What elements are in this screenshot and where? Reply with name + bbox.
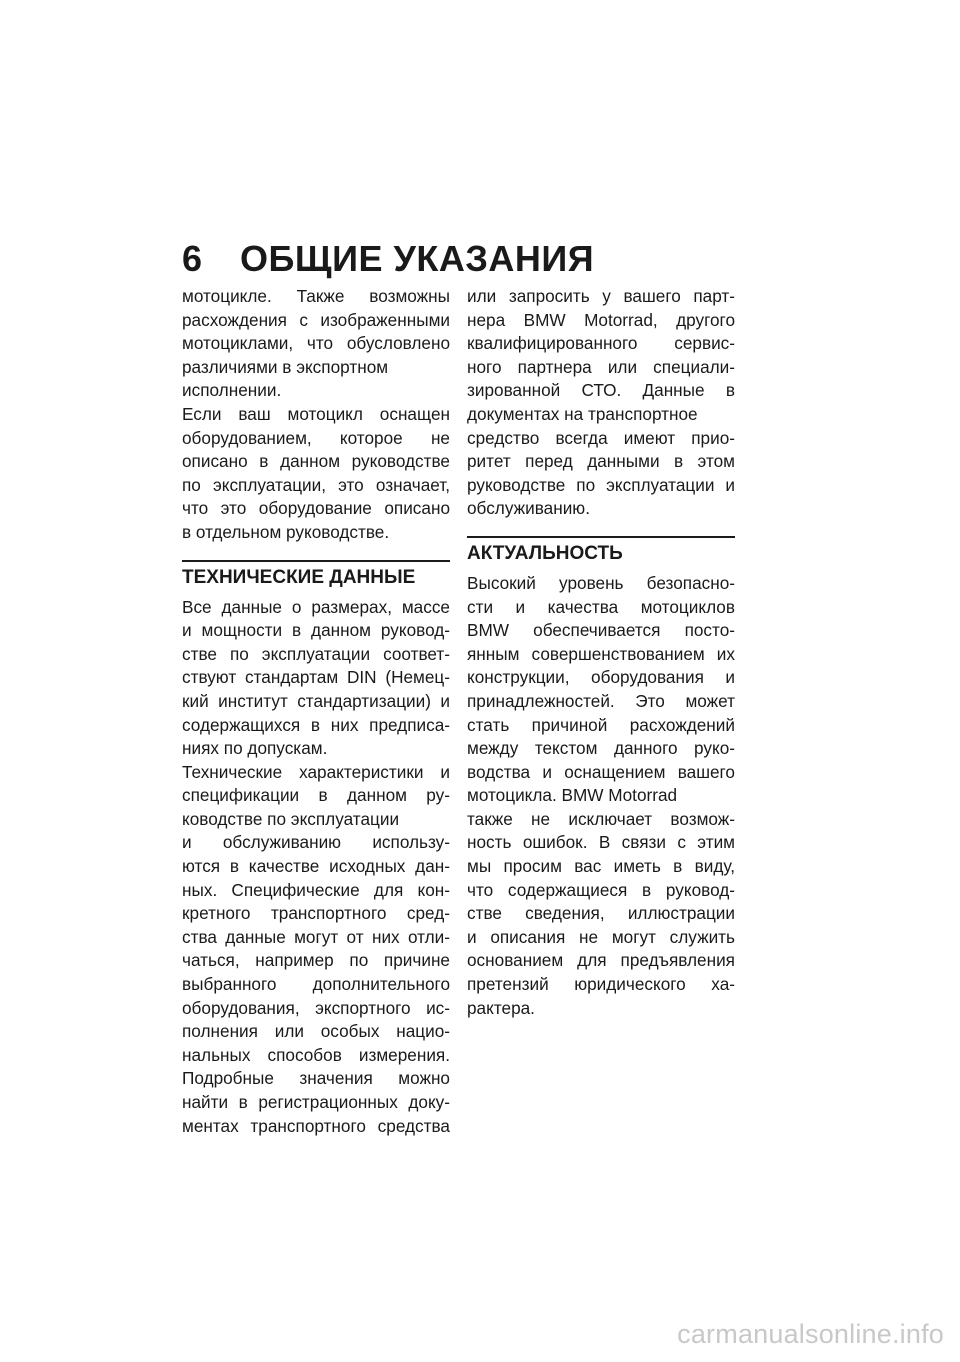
text-line: также не исключает возмож- <box>467 808 735 829</box>
text-line: BMW обеспечивается посто- <box>467 620 735 641</box>
text-line: квалифицированного сервис- <box>467 333 735 354</box>
text-line: Технические характеристики и <box>182 761 450 782</box>
text-line: средство всегда имеют прио- <box>467 427 735 448</box>
text-line: нальных способов измерения. <box>182 1044 450 1065</box>
watermark: carmanualsonline.info <box>677 1319 944 1349</box>
relevance-paragraph <box>467 572 735 1020</box>
text-line: ководстве по эксплуатации <box>182 808 400 829</box>
text-line: ются в качестве исходных дан- <box>182 856 450 877</box>
text-line: зированной СТО. Данные в <box>467 380 735 401</box>
technical-data-paragraph <box>182 596 450 1139</box>
text-line: между текстом данного руко- <box>467 738 735 759</box>
section-divider <box>182 560 450 562</box>
text-line: полнения или особых нацио- <box>182 1021 450 1042</box>
text-line: выбранного дополнительного <box>182 974 450 995</box>
text-line: найти в регистрационных доку- <box>182 1092 450 1112</box>
text-line: мотоциклами, что обусловлено <box>182 333 450 354</box>
text-line: различиями в экспортном <box>182 356 389 377</box>
text-line: и обслуживанию использу- <box>182 832 450 853</box>
text-line: документах на транспортное <box>467 403 698 424</box>
chapter-title: ОБЩИЕ УКАЗАНИЯ <box>240 238 595 279</box>
text-line: претензий юридического ха- <box>467 974 735 995</box>
text-line: стве по эксплуатации соответ- <box>182 643 450 664</box>
left-column <box>182 285 450 1138</box>
right-intro-paragraph <box>467 285 735 521</box>
text-line: водства и оснащением вашего <box>467 761 735 782</box>
text-line: ментах транспортного средства <box>182 1115 450 1136</box>
text-line: содержащихся в них предписа- <box>182 714 450 735</box>
text-line: в отдельном руководстве. <box>182 521 390 542</box>
text-line: по эксплуатации, это означает, <box>182 474 450 495</box>
text-line: что содержащиеся в руковод- <box>467 879 735 900</box>
text-line: оборудования, экспортного ис- <box>182 997 450 1018</box>
text-line: кий институт стандартизации) и <box>182 690 450 711</box>
text-line: описано в данном руководстве <box>182 451 450 472</box>
text-line: мы просим вас иметь в виду, <box>467 856 735 877</box>
text-line: спецификации в данном ру- <box>182 785 450 806</box>
text-line: и мощности в данном руковод- <box>182 620 450 641</box>
text-line: и описания не могут служить <box>467 926 735 947</box>
text-line: ритет перед данными в этом <box>467 451 735 472</box>
text-line: мотоцикле. Также возможны <box>182 286 450 306</box>
text-line: стать причиной расхождений <box>467 714 735 735</box>
text-line: оборудованием, которое не <box>182 427 450 448</box>
text-line: что это оборудование описано <box>182 498 450 519</box>
text-line: кретного транспортного сред- <box>182 903 450 924</box>
text-line: рактера. <box>467 997 535 1018</box>
text-line: обслуживанию. <box>467 498 590 519</box>
text-line: янным совершенствованием их <box>467 643 735 664</box>
text-line: ных. Специфические для кон- <box>182 879 450 900</box>
section-divider <box>467 536 735 538</box>
text-line: расхождения с изображенными <box>182 309 450 330</box>
text-line: или запросить у вашего парт- <box>467 286 735 306</box>
text-line: Если ваш мотоцикл оснащен <box>182 403 450 424</box>
text-line: ность ошибок. В связи с этим <box>467 832 735 853</box>
text-line: Подробные значения можно <box>182 1068 450 1089</box>
text-line: чаться, например по причине <box>182 950 450 971</box>
chapter-number: 6 <box>182 238 203 279</box>
intro-paragraph <box>182 285 450 545</box>
text-line: нера BMW Motorrad, другого <box>467 309 735 330</box>
section-heading-technical-data: ТЕХНИЧЕСКИЕ ДАННЫЕ <box>182 566 416 588</box>
text-line: конструкции, оборудования и <box>467 667 735 688</box>
text-line: Все данные о размерах, массе <box>182 596 450 617</box>
text-line: руководстве по эксплуатации и <box>467 474 735 495</box>
text-line: исполнении. <box>182 380 282 401</box>
text-line: Высокий уровень безопасно- <box>467 572 735 593</box>
text-line: ства данные могут от них отли- <box>182 926 450 947</box>
text-line: стве сведения, иллюстрации <box>467 903 735 924</box>
text-line: основанием для предъявления <box>467 950 735 971</box>
text-line: ствуют стандартам DIN (Немец- <box>182 667 450 688</box>
text-line: ниях по допускам. <box>182 738 328 759</box>
text-line: мотоцикла. BMW Motorrad <box>467 785 678 806</box>
section-heading-relevance: АКТУАЛЬНОСТЬ <box>467 542 623 564</box>
page-title <box>182 238 594 280</box>
right-column <box>467 285 735 1020</box>
text-line: сти и качества мотоциклов <box>467 596 735 617</box>
text-line: ного партнера или специали- <box>467 356 735 377</box>
text-line: принадлежностей. Это может <box>467 690 735 711</box>
